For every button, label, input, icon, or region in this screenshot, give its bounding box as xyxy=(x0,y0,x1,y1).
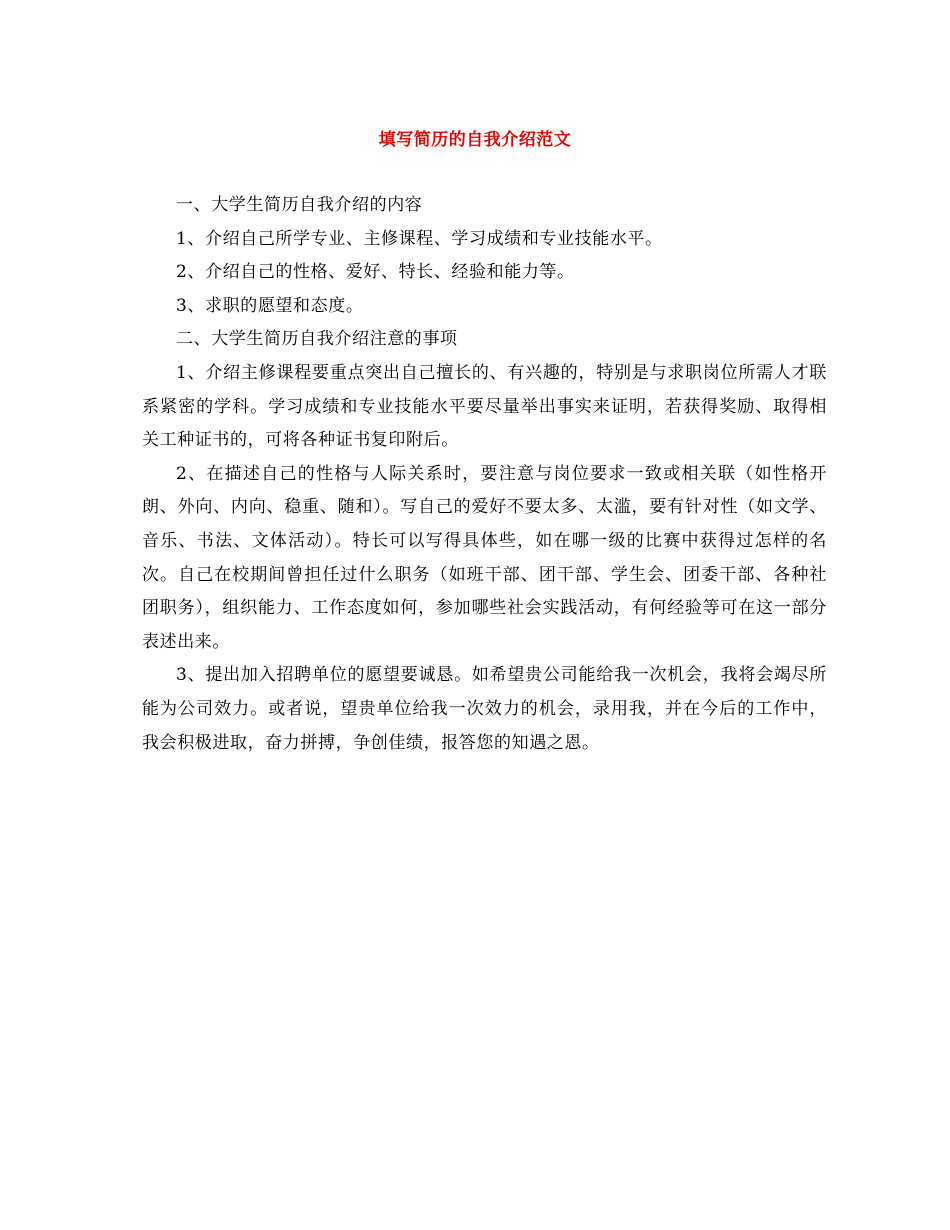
body-paragraph: 2、在描述自己的性格与人际关系时，要注意与岗位要求一致或相关联（如性格开朗、外向、内向、稳重、随和）。写自己的爱好不要太多、太滥，要有针对性（如文学、音乐、书法、文体活动）。特长可以写得具体些，如在哪一级的比赛中获得过怎样的名次。自己在校期间曾担任过什么职务（如班干部、团干部、学生会、团委干部、各种社团职务），组织能力、工作态度如何，参加哪些社会实践活动，有何经验等可在这一部分表述出来。 xyxy=(142,463,827,652)
document-body xyxy=(142,189,827,760)
document-title: 填写简历的自我介绍范文 xyxy=(378,130,572,150)
body-paragraph: 3、提出加入招聘单位的愿望要诚恳。如希望贵公司能给我一次机会，我将会竭尽所能为公司效力。或者说，望贵单位给我一次效力的机会，录用我，并在今后的工作中，我会积极进取，奋力拼搏，争创佳绩，报答您的知遇之恩。 xyxy=(142,665,827,753)
list-item: 1、介绍自己所学专业、主修课程、学习成绩和专业技能水平。 xyxy=(176,228,663,249)
section-heading-1: 一、大学生简历自我介绍的内容 xyxy=(176,195,423,215)
list-item: 3、求职的愿望和态度。 xyxy=(176,295,364,316)
section-heading-2: 二、大学生简历自我介绍注意的事项 xyxy=(176,329,458,350)
list-item: 2、介绍自己的性格、爱好、特长、经验和能力等。 xyxy=(176,262,575,283)
body-paragraph: 1、介绍主修课程要重点突出自己擅长的、有兴趣的，特别是与求职岗位所需人才联系紧密的学科。学习成绩和专业技能水平要尽量举出事实来证明，若获得奖励、取得相关工种证书的，可将各种证书复印附后。 xyxy=(142,362,827,451)
